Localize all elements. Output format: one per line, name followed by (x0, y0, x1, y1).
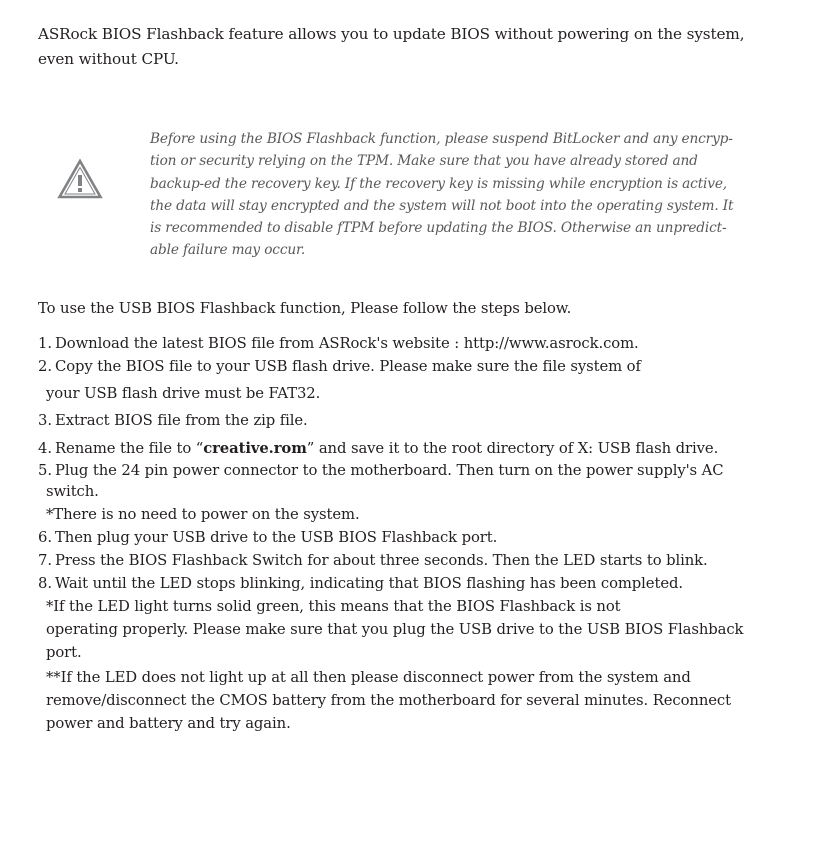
warning-line: able failure may occur. (150, 242, 306, 259)
step-text: Press the BIOS Flashback Switch for about three seconds. Then the LED starts to blink. (55, 552, 708, 569)
step-3 (38, 410, 308, 432)
step-1 (38, 333, 639, 355)
step-number: 6. (38, 529, 52, 546)
warning-line: backup-ed the recovery key. If the recovery key is missing while encryption is active, (150, 175, 728, 192)
intro-line: ASRock BIOS Flashback feature allows you to update BIOS without powering on the system, (38, 25, 745, 43)
step-2-continuation: your USB flash drive must be FAT32. (46, 385, 321, 402)
step-4 (38, 438, 718, 460)
step-5-continuation: switch. (46, 483, 99, 500)
warning-line: the data will stay encrypted and the system will not boot into the operating system. It (150, 197, 734, 214)
step-text: Wait until the LED stops blinking, indicating that BIOS flashing has been completed. (55, 575, 683, 592)
step-number: 5. (38, 462, 52, 479)
step-text-post: ” and save it to the root directory of X: USB flash drive. (306, 440, 719, 457)
step-number: 4. (38, 440, 52, 457)
step-text: Copy the BIOS file to your USB flash drive. Please make sure the file system of (55, 358, 641, 375)
step-8-note-2: **If the LED does not light up at all then please disconnect power from the system and (46, 669, 691, 686)
step-8-note-2-end: power and battery and try again. (46, 715, 291, 732)
step-number: 3. (38, 412, 52, 429)
step-text: Then plug your USB drive to the USB BIOS Flashback port. (55, 529, 498, 546)
warning-paragraph (150, 128, 790, 262)
steps-intro: To use the USB BIOS Flashback function, Please follow the steps below. (38, 300, 572, 317)
step-8-note-1-continuation: operating properly. Please make sure that you plug the USB drive to the USB BIOS Flashback (46, 621, 744, 638)
warning-line: is recommended to disable fTPM before updating the BIOS. Otherwise an unpredict- (150, 220, 727, 237)
warning-line: tion or security relying on the TPM. Make sure that you have already stored and (150, 153, 698, 170)
step-text-pre: Rename the file to “ (55, 440, 204, 457)
warning-line: Before using the BIOS Flashback function, please suspend BitLocker and any encryp- (150, 131, 733, 147)
step-text: Download the latest BIOS file from ASRock's website : http://www.asrock.com. (55, 335, 639, 352)
step-7 (38, 550, 708, 572)
step-2 (38, 356, 641, 378)
step-8-note-1-end: port. (46, 644, 82, 661)
step-number: 7. (38, 552, 52, 569)
intro-paragraph (38, 22, 798, 72)
intro-line: even without CPU. (38, 50, 179, 68)
step-text: Extract BIOS file from the zip file. (55, 412, 308, 429)
step-8-note-1: *If the LED light turns solid green, this means that the BIOS Flashback is not (46, 598, 621, 615)
warning-triangle-icon (57, 158, 103, 200)
step-5 (38, 460, 723, 482)
step-5-note: *There is no need to power on the system. (46, 506, 360, 523)
step-number: 8. (38, 575, 52, 592)
step-number: 2. (38, 358, 52, 375)
step-text: Plug the 24 pin power connector to the motherboard. Then turn on the power supply's AC (55, 462, 724, 479)
step-8-note-2-continuation: remove/disconnect the CMOS battery from the motherboard for several minutes. Reconnect (46, 692, 731, 709)
step-8 (38, 573, 683, 595)
step-6 (38, 527, 497, 549)
rom-filename: creative.rom (203, 440, 307, 457)
step-number: 1. (38, 335, 52, 352)
